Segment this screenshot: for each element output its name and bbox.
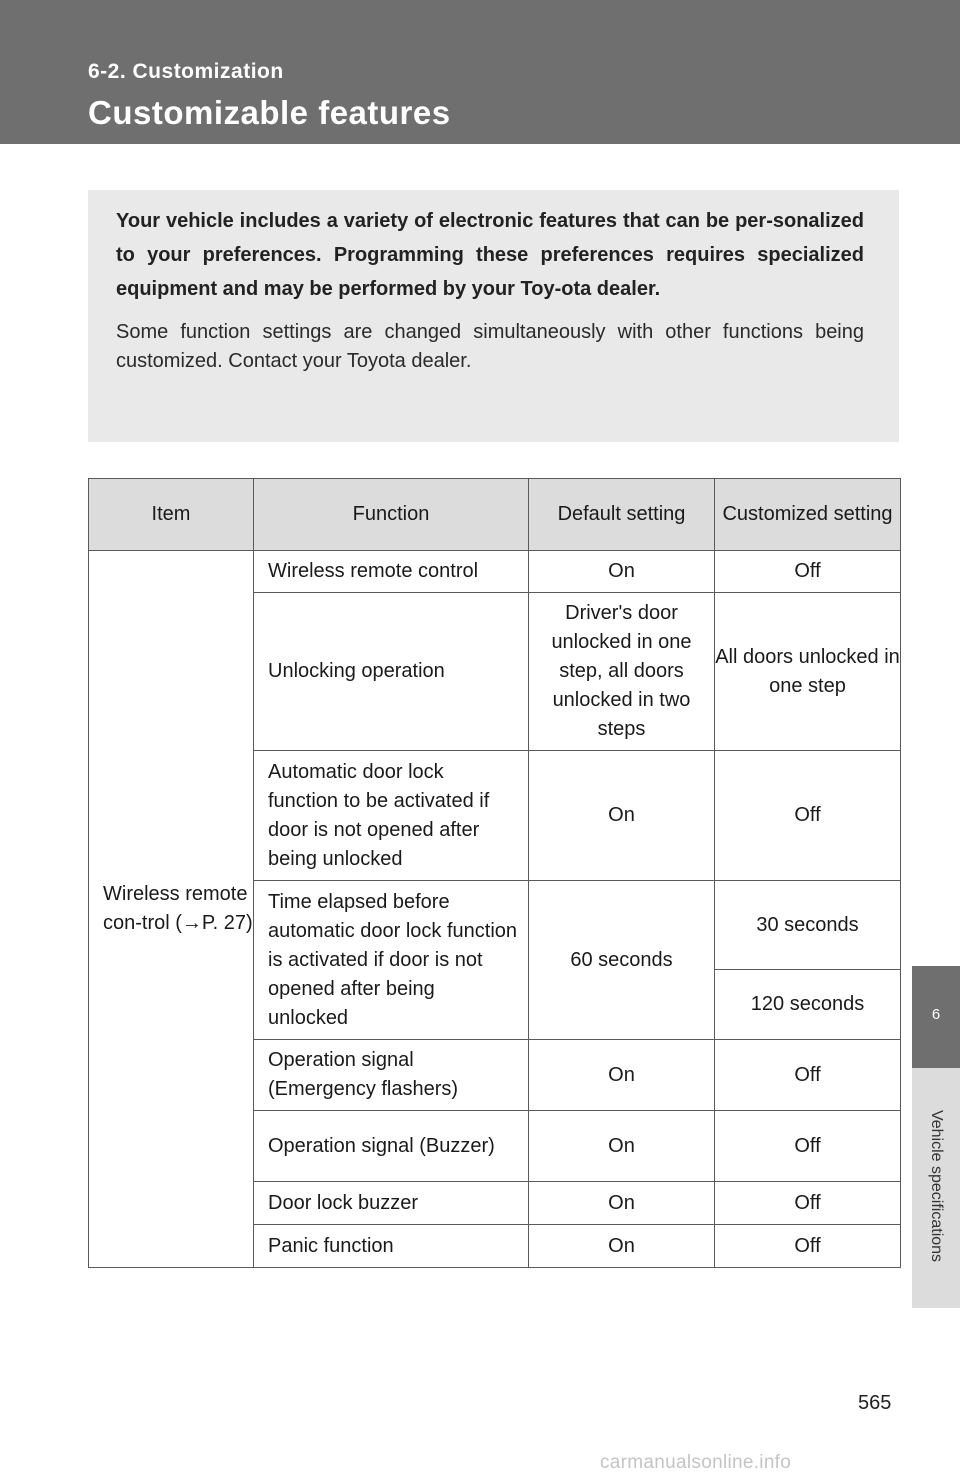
custom-cell: Off [715,1111,901,1182]
default-cell: On [529,1182,715,1225]
page-number: 565 [858,1392,892,1414]
custom-cell: Off [715,551,901,593]
page-header [0,0,960,144]
header-item: Item [89,479,254,551]
chapter-number: 6 [931,1006,941,1023]
table-header-row [89,479,901,551]
table-row [89,551,901,593]
default-cell: On [529,1111,715,1182]
custom-cell: All doors unlocked in one step [715,593,901,751]
function-cell: Automatic door lock function to be activated if door is not opened after being unlocked [254,751,529,881]
chapter-label: Vehicle specifications [928,1109,945,1263]
header-customized-setting: Customized setting [715,479,901,551]
item-cell: Wireless remote con-trol (→P. 27) [89,551,254,1268]
function-cell: Unlocking operation [254,593,529,751]
function-cell: Time elapsed before automatic door lock function is activated if door is not opened after being unlocked [254,881,529,1040]
custom-cell: Off [715,1182,901,1225]
intro-normal-text: Some function settings are changed simultaneously with other functions being customized. Contact your Toyota dealer. [116,321,864,372]
function-cell: Panic function [254,1225,529,1268]
custom-cell: 120 seconds [715,970,901,1040]
page-title: Customizable features [88,94,451,131]
function-cell: Wireless remote control [254,551,529,593]
watermark: carmanualsonline.info [600,1452,792,1473]
default-cell: Driver's door unlocked in one step, all doors unlocked in two steps [529,593,715,751]
default-cell: 60 seconds [529,881,715,1040]
header-function: Function [254,479,529,551]
function-cell: Door lock buzzer [254,1182,529,1225]
custom-cell: Off [715,1040,901,1111]
header-default-setting: Default setting [529,479,715,551]
custom-cell: 30 seconds [715,881,901,970]
default-cell: On [529,551,715,593]
section-label: 6-2. Customization [88,60,284,83]
intro-box [88,190,899,442]
function-cell: Operation signal (Emergency flashers) [254,1040,529,1111]
default-cell: On [529,751,715,881]
custom-cell: Off [715,1225,901,1268]
default-cell: On [529,1040,715,1111]
function-cell: Operation signal (Buzzer) [254,1111,529,1182]
customization-table [88,478,901,1268]
custom-cell: Off [715,751,901,881]
intro-bold-text: Your vehicle includes a variety of electronic features that can be per-sonalized to your preferences. Programming these preferences requires specialized equipment and may be performed by your Toy-ota dealer. [116,210,864,300]
default-cell: On [529,1225,715,1268]
